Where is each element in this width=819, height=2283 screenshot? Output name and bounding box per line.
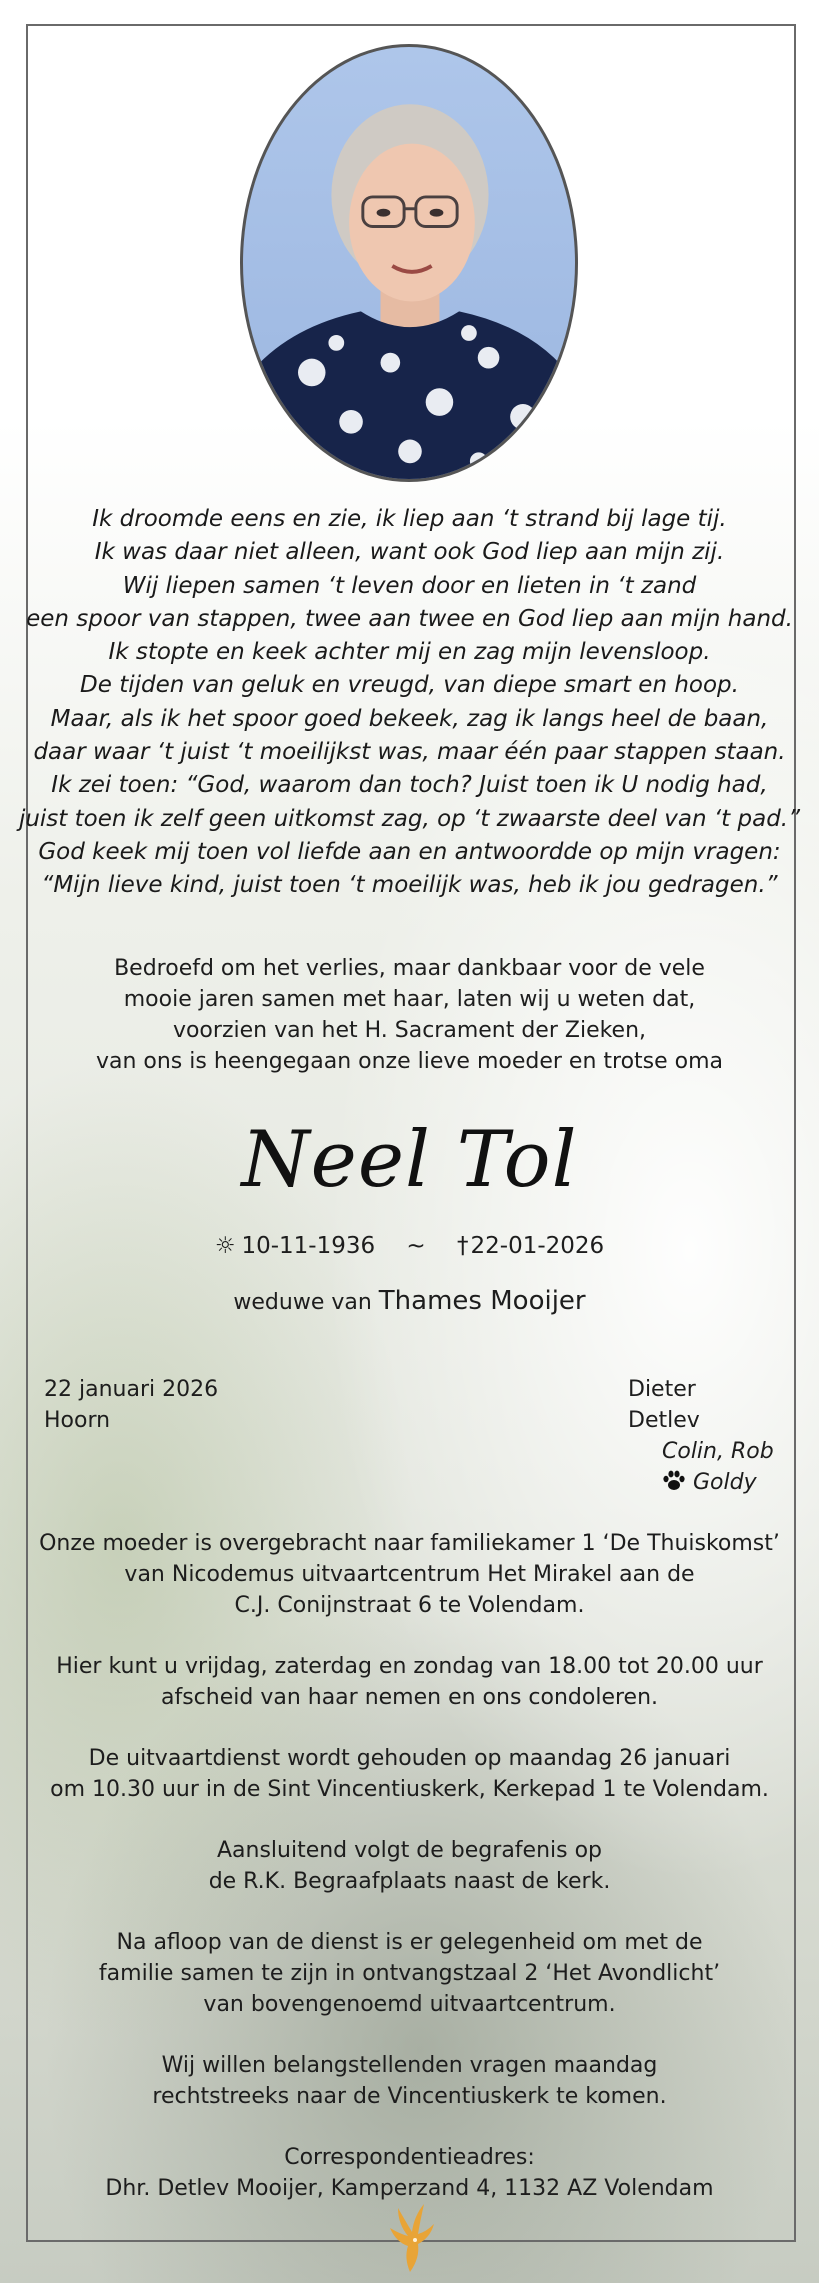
info-line: om 10.30 uur in de Sint Vincentiuskerk, Kerkepad 1 te Volendam. [50, 1777, 769, 1802]
announcement-place: Hoorn [44, 1408, 111, 1433]
info-line: Dhr. Detlev Mooijer, Kamperzand 4, 1132 AZ Volendam [105, 2176, 714, 2201]
grandchildren-names: Colin, Rob [662, 1439, 774, 1464]
widow-line [0, 1285, 819, 1319]
info-paragraph [0, 1651, 819, 1713]
birth-date: 10-11-1936 [241, 1233, 376, 1259]
info-line: van Nicodemus uitvaartcentrum Het Mirakel aan de [124, 1562, 695, 1587]
date-separator: ~ [406, 1233, 426, 1259]
poem [0, 503, 819, 903]
poem-line: Maar, als ik het spoor goed bekeek, zag ik langs heel de baan, [50, 705, 769, 732]
pet-line [628, 1467, 774, 1498]
info-line: Wij willen belangstellenden vragen maandag [161, 2053, 658, 2078]
paw-icon [662, 1470, 686, 1492]
poem-line: De tijden van geluk en vreugd, van diepe smart en hoop. [80, 672, 739, 699]
sun-icon: ☼ [214, 1233, 236, 1259]
spouse-name: Thames Mooijer [378, 1286, 586, 1316]
info-paragraph [0, 1835, 819, 1897]
death-date: 22-01-2026 [470, 1233, 605, 1259]
info-paragraph [0, 1528, 819, 1621]
dove-logo-icon [382, 2202, 438, 2272]
poem-line: daar waar ‘t juist ‘t moeilijkst was, maar één paar stappen staan. [33, 739, 786, 766]
info-line: rechtstreeks naar de Vincentiuskerk te komen. [152, 2084, 667, 2109]
info-line: Onze moeder is overgebracht naar familiekamer 1 ‘De Thuiskomst’ [39, 1531, 780, 1556]
info-line: Hier kunt u vrijdag, zaterdag en zondag van 18.00 tot 20.00 uur [56, 1654, 763, 1679]
info-line: Aansluitend volgt de begrafenis op [216, 1838, 603, 1863]
info-paragraph [0, 1743, 819, 1805]
poem-line: Ik was daar niet alleen, want ook God liep aan mijn zij. [94, 539, 725, 566]
correspondence-address [0, 2142, 819, 2204]
announcement-line: Bedroefd om het verlies, maar dankbaar voor de vele [114, 956, 705, 981]
info-line: de R.K. Begraafplaats naast de kerk. [208, 1869, 611, 1894]
portrait-photo [240, 44, 578, 482]
announcement-line: voorzien van het H. Sacrament der Zieken, [172, 1018, 647, 1043]
announcement-date: 22 januari 2026 [44, 1377, 219, 1402]
cross-icon: † [457, 1233, 469, 1259]
child-name: Detlev [628, 1408, 700, 1433]
announcement-text [0, 953, 819, 1077]
announcement-line: mooie jaren samen met haar, laten wij u weten dat, [123, 987, 696, 1012]
family-names [628, 1374, 774, 1498]
poem-line: een spoor van stappen, twee aan twee en God liep aan mijn hand. [26, 605, 793, 632]
info-line: Correspondentieadres: [284, 2145, 535, 2170]
announcement-line: van ons is heengegaan onze lieve moeder en trotse oma [95, 1049, 724, 1074]
funeral-info [0, 1528, 819, 2204]
place-date [44, 1374, 218, 1436]
info-line: van bovengenoemd uitvaartcentrum. [203, 1992, 616, 2017]
deceased-name: Neel Tol [241, 1115, 578, 1205]
poem-line: Ik stopte en keek achter mij en zag mijn levensloop. [108, 639, 711, 666]
poem-line: Wij liepen samen ‘t leven door en lieten in ‘t zand [122, 572, 697, 599]
info-line: afscheid van haar nemen en ons condoleren. [160, 1685, 659, 1710]
pet-name: Goldy [693, 1470, 757, 1495]
poem-line: “Mijn lieve kind, juist toen ‘t moeilijk was, heb ik jou gedragen.” [41, 872, 778, 899]
poem-line: God keek mij toen vol liefde aan en antwoordde op mijn vragen: [38, 838, 781, 865]
life-dates [0, 1230, 819, 1262]
poem-line: Ik droomde eens en zie, ik liep aan ‘t strand bij lage tij. [92, 506, 727, 532]
poem-line: juist toen ik zelf geen uitkomst zag, op ‘t zwaarste deel van ‘t pad.” [18, 805, 801, 832]
info-paragraph [0, 1927, 819, 2020]
info-paragraph [0, 2050, 819, 2112]
widow-prefix: weduwe van [233, 1290, 372, 1315]
info-line: De uitvaartdienst wordt gehouden op maandag 26 januari [88, 1746, 731, 1771]
info-line: familie samen te zijn in ontvangstzaal 2 ‘Het Avondlicht’ [98, 1961, 721, 1986]
poem-line: Ik zei toen: “God, waarom dan toch? Juist toen ik U nodig had, [51, 772, 768, 799]
info-line: C.J. Conijnstraat 6 te Volendam. [234, 1593, 585, 1618]
info-line: Na afloop van de dienst is er gelegenheid om met de [116, 1930, 703, 1955]
child-name: Dieter [628, 1377, 696, 1402]
